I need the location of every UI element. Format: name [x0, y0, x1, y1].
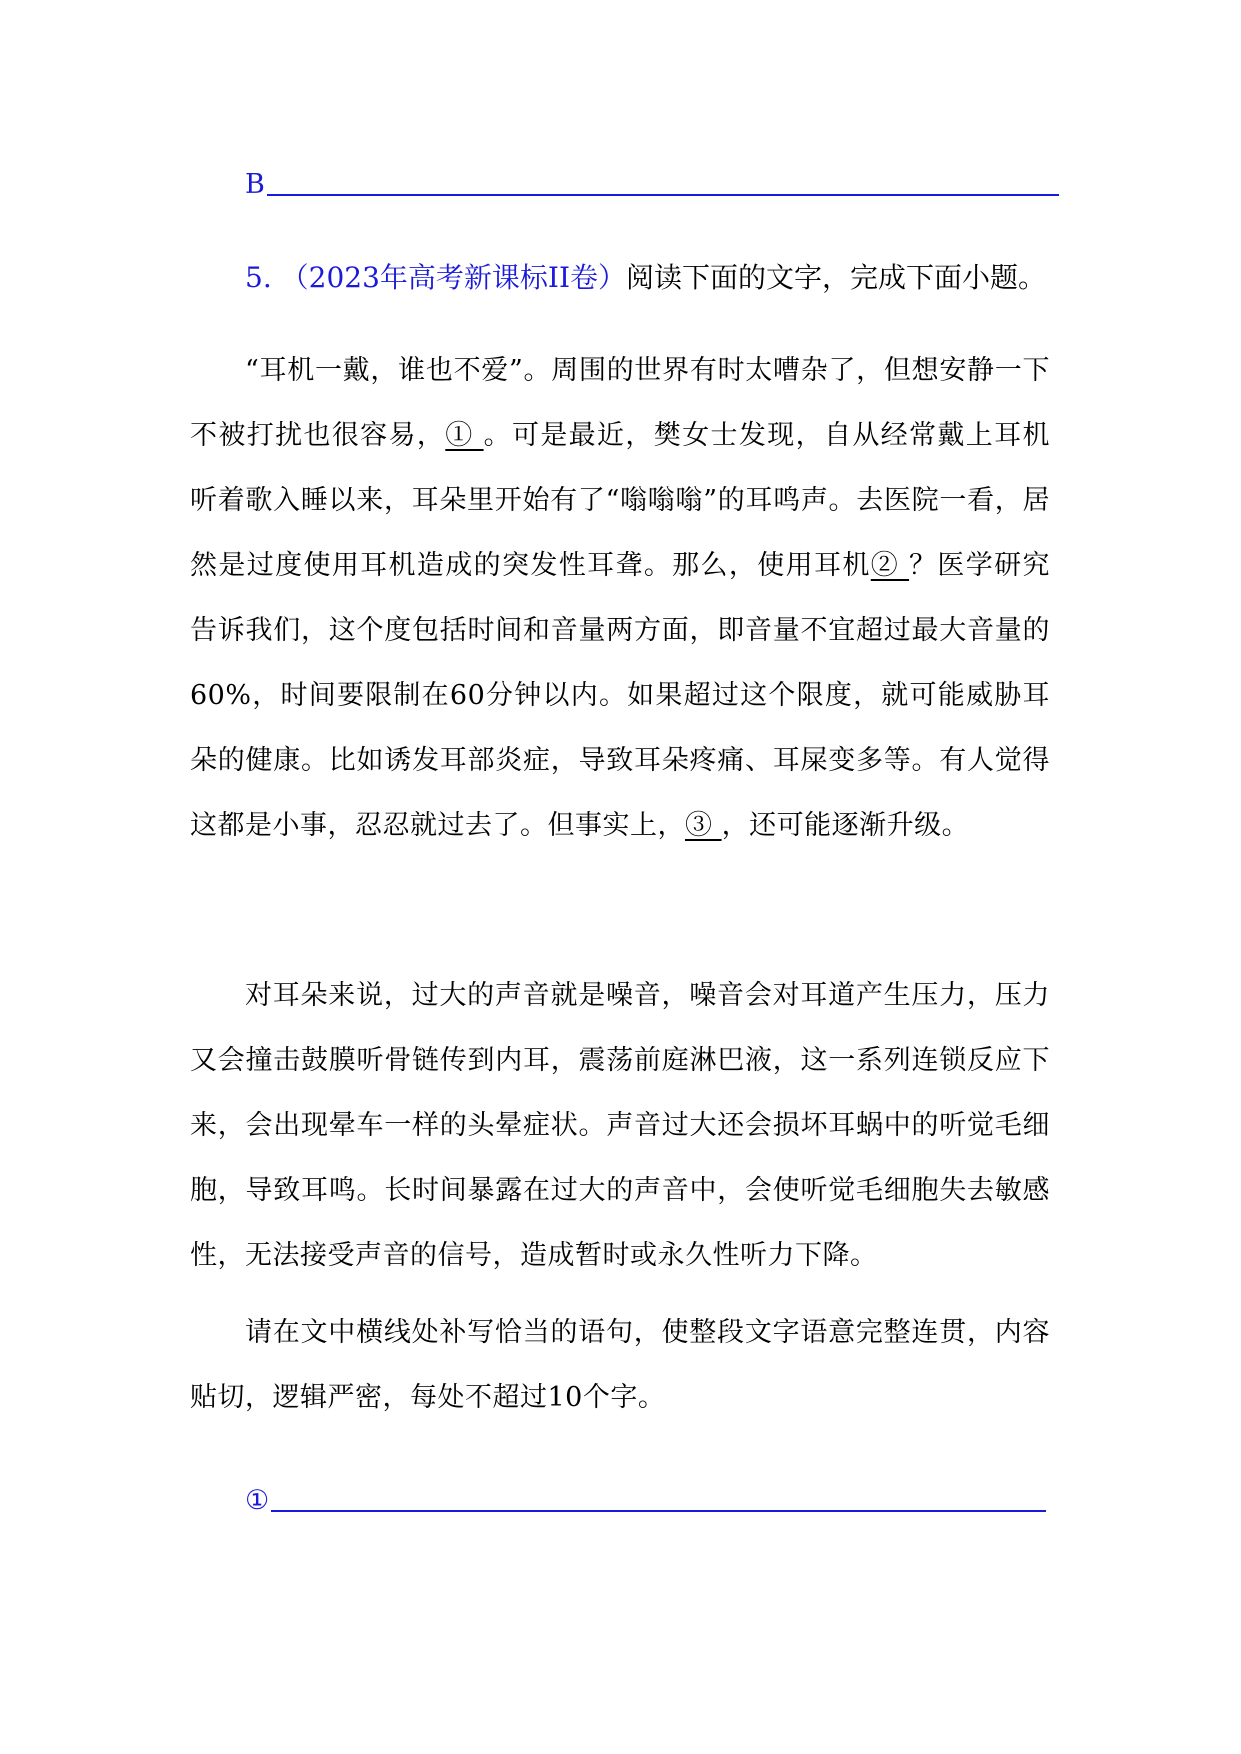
- blank-2: ②: [870, 550, 910, 581]
- answer-line-b[interactable]: [245, 168, 1059, 202]
- passage-text: “耳机一戴，谁也不爱”。周围的世界有时太嘈杂了，但想安静一下不被打扰也很容易，: [190, 355, 1050, 451]
- question-number: 5.: [245, 261, 272, 294]
- answer-blank-b[interactable]: [267, 194, 1059, 196]
- question-instruction: 阅读下面的文字，完成下面小题。: [626, 261, 1047, 294]
- question-heading: [245, 258, 1046, 298]
- passage-paragraph-2: 对耳朵来说，过大的声音就是噪音，噪音会对耳道产生压力，压力又会撞击鼓膜听骨链传到内耳，震荡前庭淋巴液，这一系列连锁反应下来，会出现晕车一样的头晕症状。声音过大还会损坏耳蜗中的听觉毛细胞，导致耳鸣。长时间暴露在过大的声音中，会使听觉毛细胞失去敏感性，无法接受声音的信号，造成暂时或永久性听力下降。: [190, 980, 1050, 1271]
- passage-text: ，还可能逐渐升级。: [721, 810, 970, 841]
- question-source: （2023年高考新课标II卷）: [280, 261, 627, 294]
- answer-label-b: B: [245, 169, 265, 200]
- passage-paragraph-1: [190, 338, 1050, 858]
- answer-line-1[interactable]: [245, 1484, 1046, 1518]
- blank-3: ③: [685, 810, 722, 841]
- passage-text: ？医学研究告诉我们，这个度包括时间和音量两方面，即音量不宜超过最大音量的60%，时间要限制在60分钟以内。如果超过这个限度，就可能威胁耳朵的健康。比如诱发耳部炎症，导致耳朵疼痛、耳屎变多等。有人觉得这都是小事，忍忍就过去了。但事实上，: [190, 550, 1051, 841]
- answer-label-1: ①: [245, 1485, 270, 1516]
- answer-blank-1[interactable]: [271, 1510, 1046, 1512]
- blank-1: ①: [445, 420, 484, 451]
- passage-text: 。可是最近，樊女士发现，自从经常戴上耳机听着歌入睡以来，耳朵里开始有了“嗡嗡嗡”的耳鸣声。去医院一看，居然是过度使用耳机造成的突发性耳聋。那么，使用耳机: [190, 420, 1051, 581]
- task-prompt: 请在文中横线处补写恰当的语句，使整段文字语意完整连贯，内容贴切，逻辑严密，每处不超过10个字。: [190, 1317, 1050, 1413]
